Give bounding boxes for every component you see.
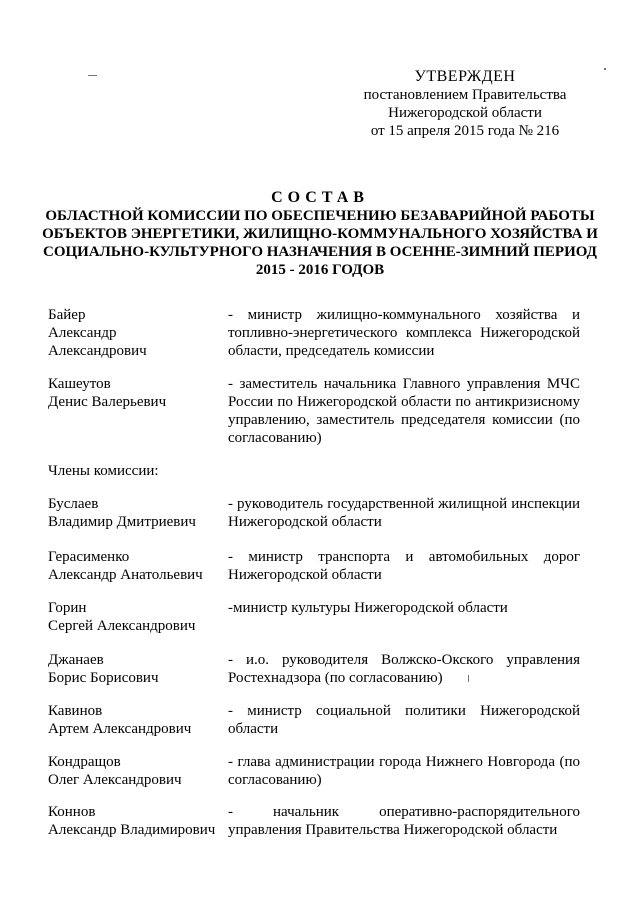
members-label: Члены комиссии: [48, 463, 159, 479]
member-name: Горин Сергей Александрович [48, 600, 196, 634]
member-role: - министр жилищно-коммунального хозяйства и топливно-энергетического комплекса Нижегородской области, председатель комиссии [228, 307, 580, 359]
member-name: Кондращов Олег Александрович [48, 754, 182, 788]
approval-line: от 15 апреля 2015 года № 216 [370, 123, 560, 139]
approval-line: постановлением Правительства [363, 87, 567, 103]
approval-stamp [350, 68, 580, 140]
member-role: - руководитель государственной жилищной инспекции Нижегородской области [228, 496, 580, 530]
member-name: Байер Александр Александрович [48, 307, 147, 359]
member-name: Джанаев Борис Борисович [48, 652, 159, 686]
member-name: Герасименко Александр Анатольевич [48, 549, 203, 583]
member-name: Кавинов Артем Александрович [48, 703, 192, 737]
member-role: - заместитель начальника Главного управления МЧС России по Нижегородской области по антикризисному управлению, заместитель председателя комиссии (по согласованию) [228, 376, 580, 446]
member-role: - министр транспорта и автомобильных дорог Нижегородской области [228, 549, 580, 583]
member-name: Буслаев Владимир Дмитриевич [48, 496, 196, 530]
member-role: - начальник оперативно-распорядительного управления Правительства Нижегородской области [228, 804, 580, 838]
approval-line: Нижегородской области [388, 105, 542, 121]
member-role: - министр социальной политики Нижегородской области [228, 703, 580, 737]
title-heading: СОСТАВ [271, 189, 369, 206]
member-role: - глава администрации города Нижнего Новгорода (по согласованию) [228, 754, 580, 788]
member-name: Коннов Александр Владимирович [48, 804, 216, 838]
member-role: -министр культуры Нижегородской области [228, 600, 508, 616]
approval-title: УТВЕРЖДЕН [414, 68, 516, 85]
title-body: ОБЛАСТНОЙ КОМИССИИ ПО ОБЕСПЕЧЕНИЮ БЕЗАВАРИЙНОЙ РАБОТЫ ОБЪЕКТОВ ЭНЕРГЕТИКИ, ЖИЛИЩНО-КОММУНАЛЬНОГО ХОЗЯЙСТВА И СОЦИАЛЬНО-КУЛЬТУРНОГО НАЗНАЧЕНИЯ В ОСЕННЕ-ЗИМНИЙ ПЕРИОД 2015 - 2016 ГОДОВ [42, 208, 598, 278]
member-role: - и.о. руководителя Волжско-Окского управления Ростехнадзора (по согласованию) [228, 652, 580, 686]
scan-speck [88, 75, 97, 76]
scan-speck [604, 68, 606, 70]
member-name: Кашеутов Денис Валерьевич [48, 376, 167, 410]
document-title [40, 189, 600, 279]
